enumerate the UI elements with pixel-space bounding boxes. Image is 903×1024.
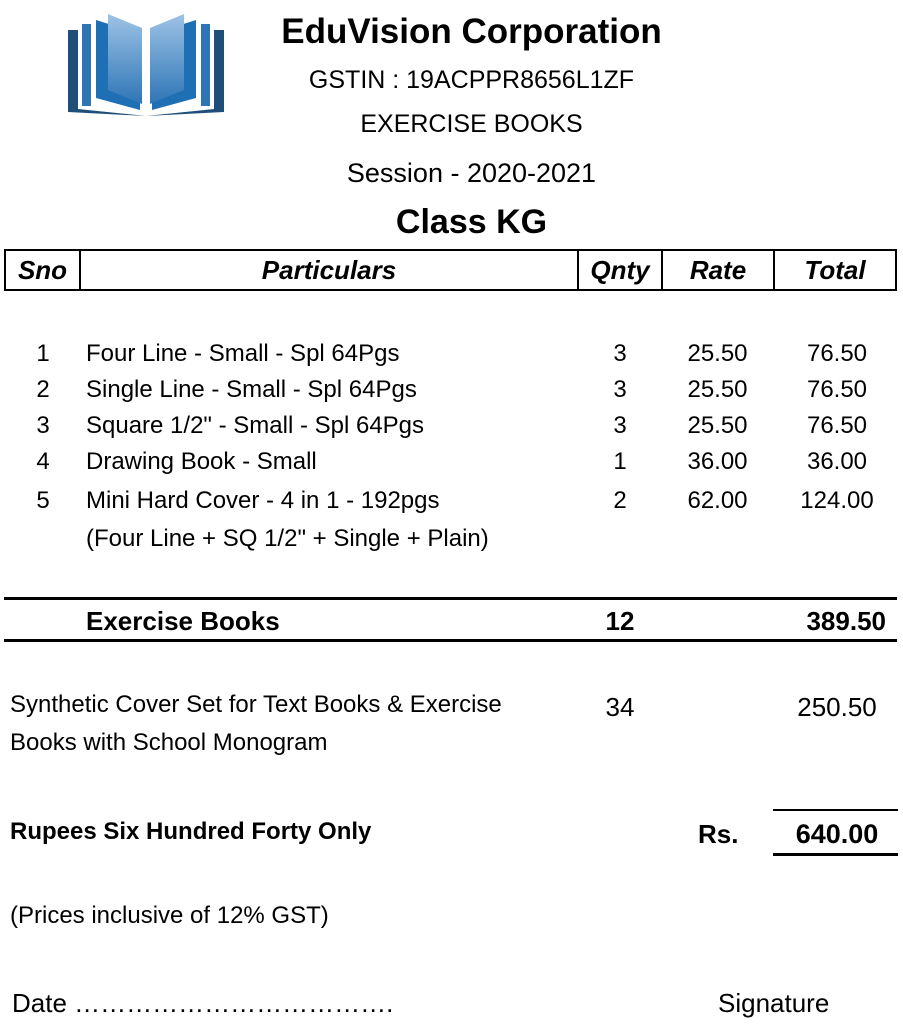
grand-total-top-rule	[773, 809, 898, 811]
row-rate: 25.50	[687, 376, 748, 403]
row-sno: 5	[36, 487, 50, 514]
row-particulars: Square 1/2" - Small - Spl 64Pgs	[86, 412, 425, 439]
row-rate: 25.50	[687, 340, 748, 367]
row-particulars: Drawing Book - Small	[86, 448, 317, 475]
company-name: EduVision Corporation	[281, 12, 662, 51]
column-header-sno: Sno	[17, 254, 68, 285]
row-particulars: Mini Hard Cover - 4 in 1 - 192pgs	[86, 487, 440, 514]
date-field: Date ……………………………….	[12, 988, 394, 1018]
row-total: 76.50	[806, 340, 868, 367]
subtotal-bottom-rule	[4, 639, 897, 642]
subtotal-label: Exercise Books	[86, 606, 280, 636]
grand-total-amount: 640.00	[795, 819, 879, 849]
row-sno: 2	[36, 376, 50, 403]
row-rate: 25.50	[687, 412, 748, 439]
row-sno: 3	[36, 412, 50, 439]
row-total: 76.50	[806, 412, 868, 439]
subtotal-total: 389.50	[806, 606, 886, 636]
currency-label: Rs.	[698, 819, 739, 849]
cover-set-qty: 34	[605, 692, 635, 722]
row-particulars: Four Line - Small - Spl 64Pgs	[86, 340, 400, 367]
gstin: GSTIN : 19ACPPR8656L1ZF	[308, 66, 635, 94]
row-total: 76.50	[806, 376, 868, 403]
table-header	[4, 249, 897, 291]
row-rate: 36.00	[687, 448, 748, 475]
row-qty: 3	[613, 412, 627, 439]
column-header-qty: Qnty	[590, 254, 650, 285]
subtotal-qty: 12	[605, 606, 635, 636]
row-total: 124.00	[800, 487, 874, 514]
column-header-particulars: Particulars	[261, 254, 397, 285]
row-total: 36.00	[806, 448, 868, 475]
document-subtitle: EXERCISE BOOKS	[360, 110, 583, 138]
cover-set-line2: Books with School Monogram	[10, 729, 328, 756]
session-label: Session - 2020-2021	[346, 158, 597, 188]
row-particulars: Single Line - Small - Spl 64Pgs	[86, 376, 417, 403]
row-sno: 4	[36, 448, 50, 475]
subtotal-top-rule	[4, 597, 897, 600]
signature-label: Signature	[718, 988, 830, 1018]
amount-in-words: Rupees Six Hundred Forty Only	[10, 818, 372, 845]
gst-note: (Prices inclusive of 12% GST)	[10, 902, 329, 929]
row-qty: 3	[613, 340, 627, 367]
column-header-total: Total	[804, 254, 866, 285]
cover-set-line1: Synthetic Cover Set for Text Books & Exercise	[10, 691, 502, 718]
cover-set-total: 250.50	[797, 692, 877, 722]
column-header-rate: Rate	[689, 254, 747, 285]
class-title: Class KG	[395, 203, 548, 241]
row-qty: 3	[613, 376, 627, 403]
row-qty: 2	[613, 487, 627, 514]
row-qty: 1	[613, 448, 627, 475]
grand-total-bottom-rule	[773, 853, 898, 856]
row-rate: 62.00	[687, 487, 748, 514]
row-sno: 1	[36, 340, 50, 367]
row-particulars-line2: (Four Line + SQ 1/2" + Single + Plain)	[86, 525, 489, 552]
